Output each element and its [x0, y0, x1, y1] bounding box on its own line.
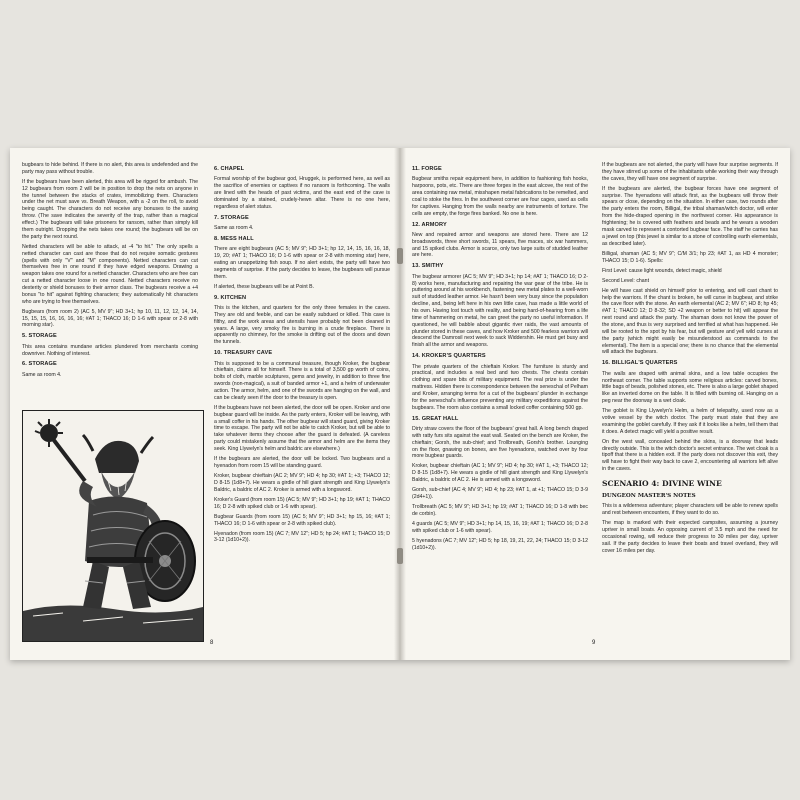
right-page [402, 148, 790, 660]
paragraph: Trollbreath (AC 5; MV 9"; HD 3+1; hp 19; #AT 1; THACO 16; D 1-8 with bec de corbin). [412, 504, 588, 517]
paragraph: The walls are draped with animal skins, and a low table occupies the northeast corner. The table supports some religious articles: carved bones, little bags of beads, polished stones, etc. There is also a large goblet shaped like an inverted dome on the table. It is filled with burning oil. Hanging on a peg near the doorway is a wet cloak. [602, 370, 778, 405]
paragraph: If alerted, these bugbears will be at Point B. [214, 283, 315, 290]
subsection-heading: DUNGEON MASTER'S NOTES [602, 493, 696, 500]
bugbear-warrior-drawing [23, 411, 203, 641]
left-page-column-2 [214, 162, 390, 547]
paragraph: This is the kitchen, and quarters for the only three females in the caves. They are old and feeble, and can be easily subdued or killed. This cave is filthy, and the work areas and utensils have probably not been cleaned in years. A large, very smoky fire is burning in a crude fireplace. There is apparently no chimney, for the smoke is drifting out of the doors and down the tunnels. [214, 305, 390, 346]
paragraph: If the bugbears are not alerted, the party will have four surprise segments. If they have stirred up some of the inhabitants while working their way through the caves, they will have one segment of surprise. [602, 162, 778, 182]
paragraph: Same as room 4. [22, 371, 62, 378]
scenario-heading: SCENARIO 4: DIVINE WINE [602, 479, 722, 489]
section-heading: 9. KITCHEN [214, 294, 247, 301]
section-heading: 15. GREAT HALL [412, 415, 459, 422]
paragraph: If the bugbears are alerted, the bugbear forces have one segment of surprise. The hyenadons will attack first, as the bugbears will throw their spears or close, depending on the situation. In either case, two rounds after the party enters the room, Billigal, the tribal shaman/witch doctor, will enter from the hide-draped opening in the northwest corner. His appearance is frightening; he is covered with feathers and beads and he wears a wooden mask carved to represent a contorted bugbear face. The staff he carries has a jewel on top (this jewel is similar to a stone of controlling earth elementals, as described later). [602, 185, 778, 247]
right-page-column-2 [602, 162, 778, 558]
paragraph: Hyenadon (from room 15) (AC 7; MV 12"; HD 5; hp 24; #AT 1; THACO 15; D 3-12 (1d10+2)). [214, 530, 390, 544]
section-heading: 11. FORGE [412, 166, 442, 172]
left-page-column-1 [22, 162, 198, 382]
paragraph: Same as room 4. [214, 225, 254, 232]
paragraph: Gorsh, sub-chief (AC 4; MV 9"; HD 4; hp 23; #AT 1, at +1; THACO 15; D 3-9 (2d4+1)). [412, 487, 588, 501]
paragraph: Kroker, bugbear chieftain (AC 1; MV 9"; HD 4; hp 30; #AT 1, +3; THACO 12; D 8-15 (1d8+7). He wears a girdle of hill giant strength and King Llywelyn's Baldric, a baldric of AC 2. He is armed with a longsword. [412, 463, 588, 484]
paragraph: The goblet is King Llywelyn's Helm, a helm of telepathy, used now as a votive vessel by the witch doctor. The party must state that they are examining the goblet carefully. If they ask if it looks like a helm, tell them that it does. A detect magic will yield a positive result. [602, 408, 778, 435]
section-heading: 6. CHAPEL [214, 166, 245, 172]
paragraph: There are eight bugbears (AC 5; MV 9"; HD 3+1; hp 12, 14, 15, 16, 16, 18, 19, 20; #AT 1; THACO 16; D 1-6 with spear or 2-8 with morning star) here, eating an unappetizing fish soup. If no alert exists, the party will have two segments of surprise. If the party decides to leave, the bugbears will pursue them. [214, 246, 390, 280]
page-number-left: 8 [210, 640, 214, 646]
page-number-right: 9 [592, 640, 596, 646]
paragraph: Bugbear smiths repair equipment here, in addition to fashioning fish hooks, harpoons, pots, etc. There are three forges in the east alcove, the rest of the area containing raw metal, misshapen metal fabrications to be remelted, and coal to stoke the fires. In the southwest corner are four cages, used as cells for captives. Hanging from the walls nearby are instruments of torture. The cells are empty, the forge fires banked. No one is here. [412, 176, 588, 217]
paragraph: Bugbears (from room 2) (AC 5, MV 9"; HD 3+1; hp 10, 11, 12, 12, 14, 14, 15, 15, 15, 16, 16, 16, 16; #AT 1; THACO 16; D 1-6 with spear or 2-8 with morning star). [22, 308, 198, 329]
section-heading: 16. BILLIGAL'S QUARTERS [602, 360, 678, 367]
section-heading: 12. ARMORY [412, 221, 447, 228]
section-heading: 13. SMITHY [412, 263, 444, 270]
paragraph: First Level: cause light wounds, detect magic, shield [602, 267, 722, 274]
paragraph: 5 hyenadons (AC 7; MV 12"; HD 5; hp 18, 19, 21, 22, 24; THACO 15; D 3-12 (1d10+2)). [412, 537, 588, 551]
paragraph: Kroker's Guard (from room 15) (AC 5; MV 9"; HD 3+1; hp 19; #AT 1; THACO 16; D 2-8 with spiked club or 1-6 with spear). [214, 496, 390, 510]
section-heading: 14. KROKER'S QUARTERS [412, 353, 486, 360]
paragraph: Formal worship of the bugbear god, Hruggek, is performed here, as well as the sacrifice of enemies or captives if no ransom is forthcoming. The walls are lined with the heads of past victims, and the east end of the cave is dominated by a stained, crudely-hewn altar. There is no one here, regardless of alert status. [214, 176, 390, 210]
paragraph: 4 guards (AC 5; MV 9"; HD 3+1; hp 14, 15, 16, 19; #AT 1; THACO 16; D 2-8 with spiked club or 1-6 with spear). [412, 521, 588, 534]
paragraph: This is supposed to be a communal treasure, though Kroker, the bugbear chieftain, claims all for himself. There is a total of 3,500 gp worth of coins, bolts of cloth, marble sculptures, gems and jewelry, in addition to three fine swords (non-magical), a suit of banded armor +1, and a helm of underwater action. The armor, helm, and one of the swords are hanging on the wall, and can be clearly seen if the door to the treasury is open. [214, 360, 390, 401]
paragraph: New and repaired armor and weapons are stored here. There are 12 broadswords, three short swords, 11 spears, five maces, six war hammers, and 15 spiked clubs. Armor is scarce, only two large suits of studded leather are here. [412, 231, 588, 259]
paragraph: Bugbear Guards (from room 15) (AC 5; MV 9"; HD 3+1; hp 15, 16; #AT 1; THACO 16; D 1-6 with spear or 2-8 with spiked club). [214, 513, 390, 527]
paragraph: bugbears to hide behind. If there is no alert, this area is undefended and the party may pass without trouble. [22, 162, 198, 175]
paragraph: Netted characters will be able to attack, at -4 "to hit." The only spells a netted character can cast are those that do not require somatic gestures (spells with only "V" and "M" components). Netted characters can cut themselves free in one round if they have edged weapons. Drawing a weapon takes one round for a netted character. Characters who are free can cut a netted character loose in one round. Netted characters receive no dexterity or shield bonuses to their armor class. The bugbears receive a +4 bonus "to hit" against fighting characters; they automatically hit characters who are trying to free themselves. [22, 243, 198, 305]
open-booklet [10, 148, 790, 660]
paragraph: If the bugbears have been alerted, this area will be rigged for ambush. The 12 bugbears from room 2 will be in position to drop the nets on anyone in the tunnel between the stacks of crates, immobilizing them. Characters under the net must save vs. Breath Weapon, with a -2 on the roll, to avoid being caught. The characters do not receive any bonuses to the saving throw. (The save indicates the severity of the trap, rather than a magical effect.) The bugbears will take prisoners for ransom, rather than simply kill them outright. Dropping the nets takes one round; the bugbears will be on the party the next round. [22, 178, 198, 240]
paragraph: This is a wilderness adventure; player characters will be able to renew spells and rest between encounters, if they want to do so. [602, 503, 778, 517]
paragraph: Billigal, shaman (AC 5; MV 9"; C/M 3/1; hp 23; #AT 1, as HD 4 monster; THACO 15; D 1-6). Spells: [602, 250, 778, 264]
paragraph: He will have cast shield on himself prior to entering, and will cast chant to help the warriors. If the chant is broken, he will curse in bugbear, and strike the cave floor with the stone. An earth elemental (AC 2; MV 6"; HD 8; hp 45; #AT 1; THACO 12; D 8-32; SD +2 weapon or better to hit) will appear the next round and attack the party. The shaman does not know the power of the stone, and thus is very surprised and terrified at what has happened. He will be rooted to the spot by his fear, but will gesture and yell wild curses at the party (which might easily be misunderstood as commands to the elemental). The item is a special one; there is no chance that the elemental will attack the bugbears. [602, 287, 778, 356]
bugbear-warrior-illustration [22, 410, 204, 642]
paragraph: The map is marked with their expected campsites, assuming a journey upriver in small boats. An opposing current of 3.5 mph and the need for occasional rowing, will reduce their progress to 30 miles per day, upriver sail. If the party decides to leave their boats and travel overland, they will cover 16 miles per day. [602, 520, 778, 554]
paragraph: Dirty straw covers the floor of the bugbears' great hall. A long bench draped with ratty furs sits against the east wall. Seated on the bench are Kroker, the chieftain; Gorsh, the sub-chief; and Trollbreath, Gorsh's brother. Lounging on the floor, gnawing on bones, are five hyenadons, watched over by four more bugbear guards. [412, 425, 588, 460]
paragraph: If the bugbears are alerted, the door will be locked. Two bugbears and a hyenadon from room 15 will be standing guard. [214, 456, 390, 469]
right-page-column-1 [412, 162, 588, 555]
section-heading: 7. STORAGE [214, 214, 249, 221]
paragraph: Second Level: chant [602, 277, 650, 284]
section-heading: 10. TREASURY CAVE [214, 350, 273, 357]
paragraph: This area contains mundane articles plundered from merchants coming downriver. Nothing of interest. [22, 343, 198, 357]
left-page [10, 148, 398, 660]
paragraph: Kroker, bugbear chieftain (AC 2; MV 9"; HD 4; hp 30; #AT 1; +3; THACO 12; D 8-15 (1d8+7). He wears a girdle of hill giant strength and King Llywelyn's Baldric, a baldric of AC 2. Kroker is armed with a longsword. [214, 472, 390, 493]
paragraph: If the bugbears have not been alerted, the door will be open. Kroker and one bugbear guard will be inside. As the party enters, Kroker will be leaving, with a small coffer in his hands. The other bugbear will stand guard, giving Kroker time to escape. The party will not be able to catch Kroker, but will be able to take whatever items they choose after the guard is defeated. (A careless party could mistakenly assume that the armor and helm are the items they seek. King Llywelyn's helm and baldric are elsewhere.) [214, 404, 390, 453]
paragraph: The bugbear armorer (AC 5; MV 9"; HD 3+1; hp 14; #AT 1; THACO 16; D 2-8) works here, manufacturing and repairing the war gear of the tribe. He is puttering around at his workbench, fastening new metal plates to a well-worn suit of studded leather armor. He hasn't been very busy since the population decline, and, being left here in his own little cave, has made a little world of his own. Having lost touch with reality, and being hard-of-hearing from a life time of hammering on metal, he can greet the party no useful information. If questioned, he will babble about gigantic river raids, the vast amounts of plunder stored in these caves, and how Kroker and 500 fearless warriors will descend the Damrosil next week to sack Widdershin. He must get busy and finish all the armor and weapons. [412, 273, 588, 349]
section-heading: 6. STORAGE [22, 361, 57, 368]
section-heading: 5. STORAGE [22, 333, 57, 340]
paragraph: The private quarters of the chieftain Kroker. The furniture is sturdy and practical, and includes a real bed and two chests. The chests contain clothing and spare bits of military equipment. The real prize is under the mattress. Hidden there is correspondence between the seneschal of Pelham and Kroker, arranging terms for a cut of the bugbears' plunder in exchange for the seneschal's influence preventing any military expeditions against the bugbears. The room also contains a small locked coffer containing 500 gp. [412, 363, 588, 411]
section-heading: 8. MESS HALL [214, 235, 254, 242]
paragraph: On the west wall, concealed behind the skins, is a doorway that leads directly outside. This is the witch doctor's secret entrance. The wet cloak is a tipoff that there is a hidden exit. If the party does not discover this exit, they will have to fight their way back to cave 2, encountering all warriors left alive in the caves. [602, 438, 778, 473]
